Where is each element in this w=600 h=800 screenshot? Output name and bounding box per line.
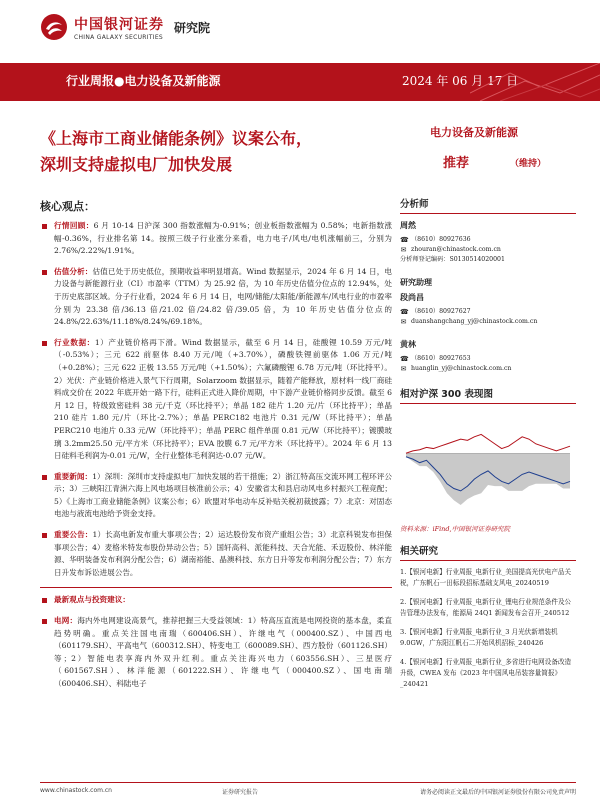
bullet-square-icon: [42, 619, 47, 624]
title-line-2: 深圳支持虚拟电厂加快发展: [40, 155, 233, 174]
bullet-square-icon: [42, 341, 47, 346]
analyst-card: [400, 277, 576, 327]
investment-heading-row: [40, 594, 392, 607]
report-series: 行业周报●电力设备及新能源: [66, 74, 221, 88]
bullet-market-review: 行情回顾：6 月 10-14 日沪深 300 指数涨幅为-0.91%；创业板指数涨幅为 0.58%；电新指数涨幅-0.36%，行业排名第 14。按照三级子行业涨分来看，电力电子/风电/电机涨幅前三，分别为 2.76%/2.22%/1.91%。: [40, 220, 392, 258]
footer: [40, 782, 576, 795]
analyst-name: 黄林: [400, 339, 416, 349]
investment-heading: 最新观点与投资建议：: [54, 595, 130, 605]
relative-performance-chart: [400, 410, 576, 522]
analyst-card: [400, 339, 576, 374]
bullet-square-icon: [42, 270, 47, 275]
bullet-square-icon: [42, 224, 47, 229]
rating-label: 推荐: [443, 156, 470, 171]
core-views: [40, 198, 392, 699]
footer-disclaimer: 请务必阅读正文最后的中国银河证券股份有限公司免责声明: [419, 789, 576, 796]
analyst-phone: （8610）80927653: [411, 355, 471, 362]
analyst-email[interactable]: huanglin_yj@chinastock.com.cn: [411, 365, 512, 372]
analyst-email[interactable]: duanshangchang_yj@chinastock.com.cn: [411, 318, 538, 325]
series-area-relative: [406, 453, 570, 505]
sector-name: 电力设备及新能源: [430, 126, 518, 139]
bullet-news: 重要新闻：1）深圳：深圳市支持虚拟电厂加快发展的若干措施；2）浙江特高压交流环网工程环评公示；3）三峡阳江青洲六海上风电场项目核准前公示；4）安徽省太和县启动风电乡村振兴工程竞配；5）《上海市工商业储能条例》议案公布；6）欧盟对华电动车反补贴关税初裁披露；7）北京：对固态电池与液流电池给予资金支持。: [40, 471, 392, 521]
report-date: 2024 年 06 月 17 日: [402, 74, 519, 88]
analyst-reg: 分析师登记编码：S0130514020001: [400, 256, 505, 263]
bullet-announcements: 重要公告：1）长高电新发布重大事项公告；2）运达股份发布资产重组公告；3）北京科锐发布担保事项公告；4）麦格米特发布股份异动公告；5）国轩高科、派能科技、天合光能、禾迈股份、林洋能源、华明装备发布利润分配公告；6）湖南裕能、晶澳科技、东方日升等发布利润分配公告；7）东方日升发布诉讼进展公告。: [40, 529, 392, 579]
bullet-square-icon: [42, 598, 47, 603]
divider: [40, 587, 392, 588]
email-icon: ✉: [400, 364, 407, 373]
phone-icon: ☎: [400, 235, 409, 244]
email-icon: ✉: [400, 317, 407, 326]
analysts-heading: 分析师: [400, 196, 576, 214]
bullet-valuation: 估值分析：估值已处于历史低位，预期收益率明显增高。Wind 数据显示，2024 年 6 月 14 日，电力设备与新能源行业（CI）市盈率（TTM）为 25.92 倍，为 10 年历史估值分位点的 12.94%，处于历史底部区域。分子行业看，2024 年 6 月 14 日，电网/储能/太阳能/新能源车/风电行业的市盈率分别为 23.38 倍/36.13 倍/21.02 倍/24.82 倍/39.05 倍，为 10 年历史估值分位点的 24.8%/22.63%/11.18%/8.24%/69.18%。: [40, 266, 392, 329]
title-line-1: 《上海市工商业储能条例》议案公布，: [40, 129, 313, 148]
related-heading: 相关研究: [400, 543, 576, 561]
core-heading: 核心观点：: [40, 200, 95, 213]
banner-decoration-icon: [470, 63, 600, 101]
report-title: [40, 126, 380, 178]
sidebar: [400, 196, 576, 698]
header-logo: [40, 12, 210, 42]
analyst-phone: （8610）80927627: [411, 308, 471, 315]
related-item[interactable]: 2.【银河电新】行业周报_电新行业_锂电行业规范条件及公告管理办法发布，能源局 24Q1 新闻发布会召开_240512: [400, 598, 572, 617]
footer-website[interactable]: www.chinastock.com.cn: [40, 787, 112, 794]
related-item[interactable]: 1.【银河电新】行业周报_电新行业_美国提高光伏电产品关税，广东帆石一田标段招标基础支风电_20240519: [400, 568, 572, 587]
analyst-phone: （8610）80927636: [411, 236, 471, 243]
logo-cn-text: 中国银河证券: [74, 16, 164, 33]
analyst-name: 段尚昌: [400, 292, 424, 302]
related-item[interactable]: 3.【银河电新】行业周报_电新行业_3 月光伏新增装机 9.0GW，广东阳江帆石二开始风机招标_240426: [400, 628, 558, 647]
logo-en-text: CHINA GALAXY SECURITIES: [74, 33, 164, 41]
phone-icon: ☎: [400, 307, 409, 316]
analyst-name: 周然: [400, 220, 416, 230]
bullet-grid: 电网：海内外电网建设高景气，推荐把握三大受益领域：1）特高压直流是电网投资的基本盘，柔直趋势明确。重点关注国电南瑞（600406.SH）、许继电气（000400.SZ）、中国西电（601179.SH）、平高电气（600312.SH）、特变电工（600089.SH）、西方股份（601126.SH）等；2）智能电表享海内外双升红利。重点关注海兴电力（603556.SH）、三星医疗（601567.SH）、林洋能源（601222.SH）、许继电气（000400.SZ）、国电南瑞（600406.SH）、科陆电子: [40, 615, 392, 691]
analyst-card: [400, 220, 576, 265]
galaxy-logo-icon: [40, 13, 68, 41]
chart-source: 资料来源：iFind,中国银河证券研究院: [400, 525, 511, 533]
header-banner: [0, 63, 600, 101]
phone-icon: ☎: [400, 354, 409, 363]
related-item[interactable]: 4.【银河电新】行业周报_电新行业_多省进行电网设备改造升级，CWEA 发布《2023 年中国风电吊装容量简报》_240421: [400, 658, 572, 688]
analyst-role: 研究助理: [400, 277, 432, 287]
email-icon: ✉: [400, 245, 407, 254]
rating-note: （维持）: [510, 159, 547, 169]
bullet-square-icon: [42, 533, 47, 538]
footer-center: 证券研究报告: [222, 789, 259, 796]
analyst-email[interactable]: zhouran@chinastock.com.cn: [411, 246, 501, 253]
series-line-1: [406, 434, 570, 453]
bullet-industry-data: 行业数据：1）产业链价格再下滑。Wind 数据显示，截至 6 月 14 日，硅酸锂 10.59 万元/吨（-0.53%）；三元 622 前驱体 8.40 万元/吨（+3.70%），磷酸铁锂前驱体 1.06 万元/吨（+0.28%）；三元 622 正极 13.55 万元/吨（+1.50%）；六氟磷酸锂 6.78 万元/吨（环比持平）。2）光伏：产业链价格进入景气下行周期，Solarzoom 数据显示，随着产能释放，原材料一线厂商硅料成交价在 2022 年底开始一路下行，硅料正式进入降价周期，中下游产业链价格同步反馈。截至 6 月 12 日，特级致密硅料 38 元/千克（环比持平）；单晶 182 硅片 1.20 元/片（环比持平）；单晶 210 硅片 1.80 元/片（环比-2.7%）；单晶 PERC182 电池片 0.31 元/W（环比持平）；单晶 PERC210 电池片 0.33 元/W（环比持平）；单晶 PERC 组件单面 0.81 元/W（环比持平）；镀膜玻璃 3.2mm25.50 元/平方米（环比持平）；EVA 胶膜 6.7 元/平方米（环比持平）。2024 年 6 月 13 日硅料毛利润为-0.01 元/W，全行业整体毛利润达-0.07 元/W。: [40, 337, 392, 463]
chart-svg: [400, 410, 576, 522]
bullet-square-icon: [42, 475, 47, 480]
institute-label: 研究院: [174, 20, 211, 35]
chart-heading: 相对沪深 300 表现图: [400, 386, 576, 404]
